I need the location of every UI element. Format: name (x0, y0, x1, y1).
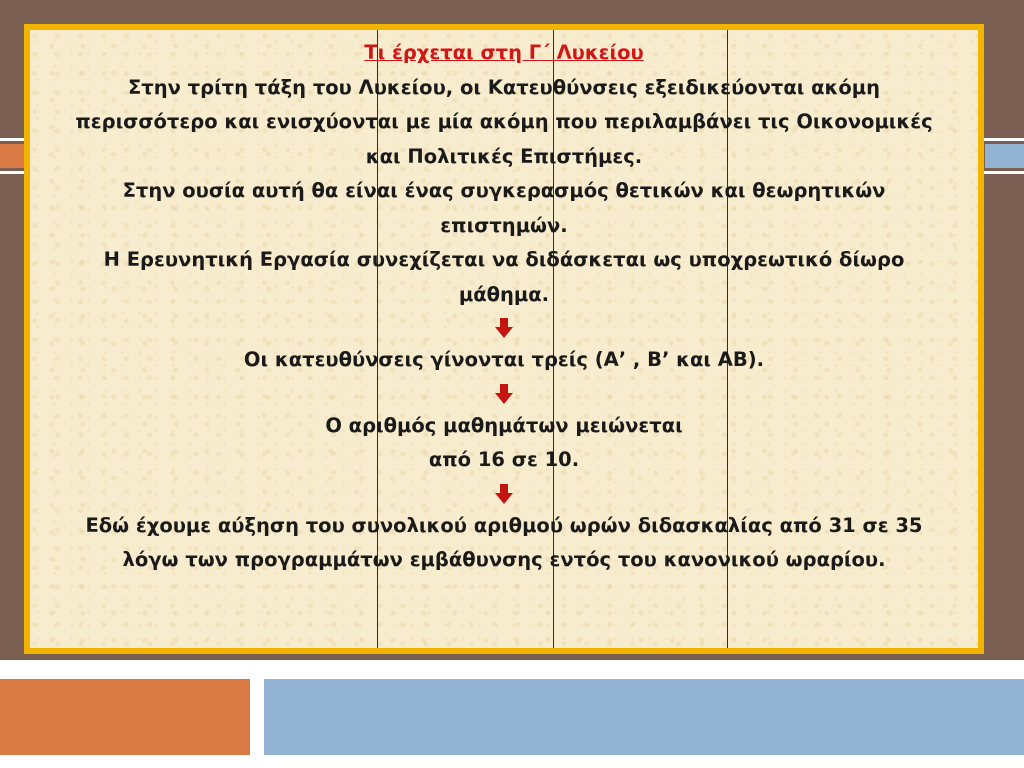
paragraph-line: περισσότερο και ενισχύονται με μία ακόμη που περιλαμβάνει τις Οικονομικές (75, 110, 933, 133)
point-line: λόγω των προγραμμάτων εμβάθυνσης εντός του κανονικού ωραρίου. (122, 548, 886, 571)
decorative-blue-block (264, 679, 1024, 755)
paragraph-line: Στην τρίτη τάξη του Λυκείου, οι Κατευθύνσεις εξειδικεύονται ακόμη (127, 75, 881, 99)
paragraph-line: Στην ουσία αυτή θα είναι ένας συγκερασμός θετικών και θεωρητικών (122, 179, 886, 202)
paragraph-line: μάθημα. (458, 282, 550, 306)
decorative-orange-block (0, 679, 250, 755)
point-line: από 16 σε 10. (428, 448, 580, 471)
decorative-orange-square (0, 144, 24, 168)
paragraph-line: Η Ερευνητική Εργασία συνεχίζεται να διδάσκεται ως υποχρεωτικό δίωρο (103, 248, 905, 271)
slide-content (30, 36, 978, 578)
paragraph-line: επιστημών. (440, 213, 568, 237)
slide-title: Τι έρχεται στη Γ΄ Λυκείου (364, 41, 644, 64)
point-line: Οι κατευθύνσεις γίνονται τρείς (Α’ , Β’ και ΑΒ). (243, 348, 765, 371)
down-arrow-icon (495, 318, 513, 340)
decorative-separator (0, 660, 1024, 679)
point-line: Εδώ έχουμε αύξηση του συνολικού αριθμού ωρών διδασκαλίας από 31 σε 35 (85, 513, 923, 537)
slide-panel (24, 24, 984, 654)
down-arrow-icon (495, 384, 513, 406)
decorative-blue-square (985, 144, 1024, 168)
paragraph-line: και Πολιτικές Επιστήμες. (365, 144, 643, 168)
point-line: Ο αριθμός μαθημάτων μειώνεται (325, 413, 683, 437)
down-arrow-icon (495, 484, 513, 506)
decorative-bottom-strip (0, 755, 1024, 768)
